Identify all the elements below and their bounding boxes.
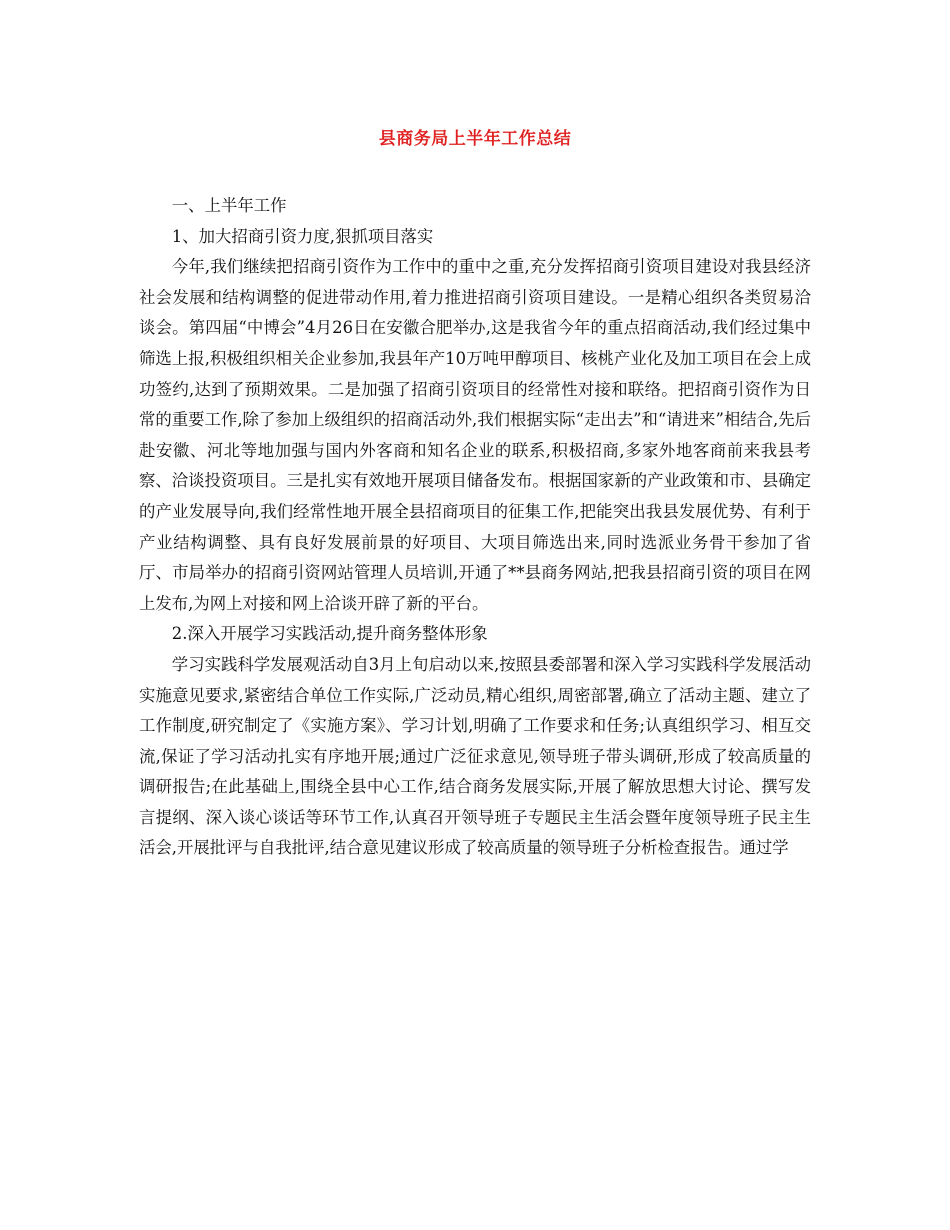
subsection-heading-1: 1、加大招商引资力度,狠抓项目落实 — [171, 226, 434, 246]
subsection-heading-2: 2.深入开展学习实践活动,提升商务整体形象 — [171, 624, 488, 644]
section-heading: 一、上半年工作 — [171, 196, 287, 215]
document-body — [139, 191, 811, 864]
body-paragraph-2: 学习实践科学发展观活动自3月上旬启动以来,按照县委部署和深入学习实践科学发展活动实施意见要求,紧密结合单位工作实际,广泛动员,精心组织,周密部署,确立了活动主题、建立了工作制度,研究制定了《实施方案》、学习计划,明确了工作要求和任务;认真组织学习、相互交流,保证了学习活动扎实有序地开展;通过广泛征求意见,领导班子带头调研,形成了较高质量的调研报告;在此基础上,围绕全县中心工作,结合商务发展实际,开展了解放思想大讨论、撰写发言提纲、深入谈心谈话等环节工作,认真召开领导班子专题民主生活会暨年度领导班子民主生活会,开展批评与自我批评,结合意见建议形成了较高质量的领导班子分析检查报告。通过学 — [139, 654, 811, 858]
page-title: 县商务局上半年工作总结 — [378, 129, 572, 149]
body-paragraph-1: 今年,我们继续把招商引资作为工作中的重中之重,充分发挥招商引资项目建设对我县经济社会发展和结构调整的促进带动作用,着力推进招商引资项目建设。一是精心组织各类贸易洽谈会。第四届“中博会”4月26日在安徽合肥举办,这是我省今年的重点招商活动,我们经过集中筛选上报,积极组织相关企业参加,我县年产10万吨甲醇项目、核桃产业化及加工项目在会上成功签约,达到了预期效果。二是加强了招商引资项目的经常性对接和联络。把招商引资作为日常的重要工作,除了参加上级组织的招商活动外,我们根据实际“走出去”和“请进来”相结合,先后赴安徽、河北等地加强与国内外客商和知名企业的联系,积极招商,多家外地客商前来我县考察、洽谈投资项目。三是扎实有效地开展项目储备发布。根据国家新的产业政策和市、县确定的产业发展导向,我们经常性地开展全县招商项目的征集工作,把能突出我县发展优势、有利于产业结构调整、具有良好发展前景的好项目、大项目筛选出来,同时选派业务骨干参加了省厅、市局举办的招商引资网站管理人员培训,开通了**县商务网站,把我县招商引资的项目在网上发布,为网上对接和网上洽谈开辟了新的平台。 — [139, 257, 812, 613]
